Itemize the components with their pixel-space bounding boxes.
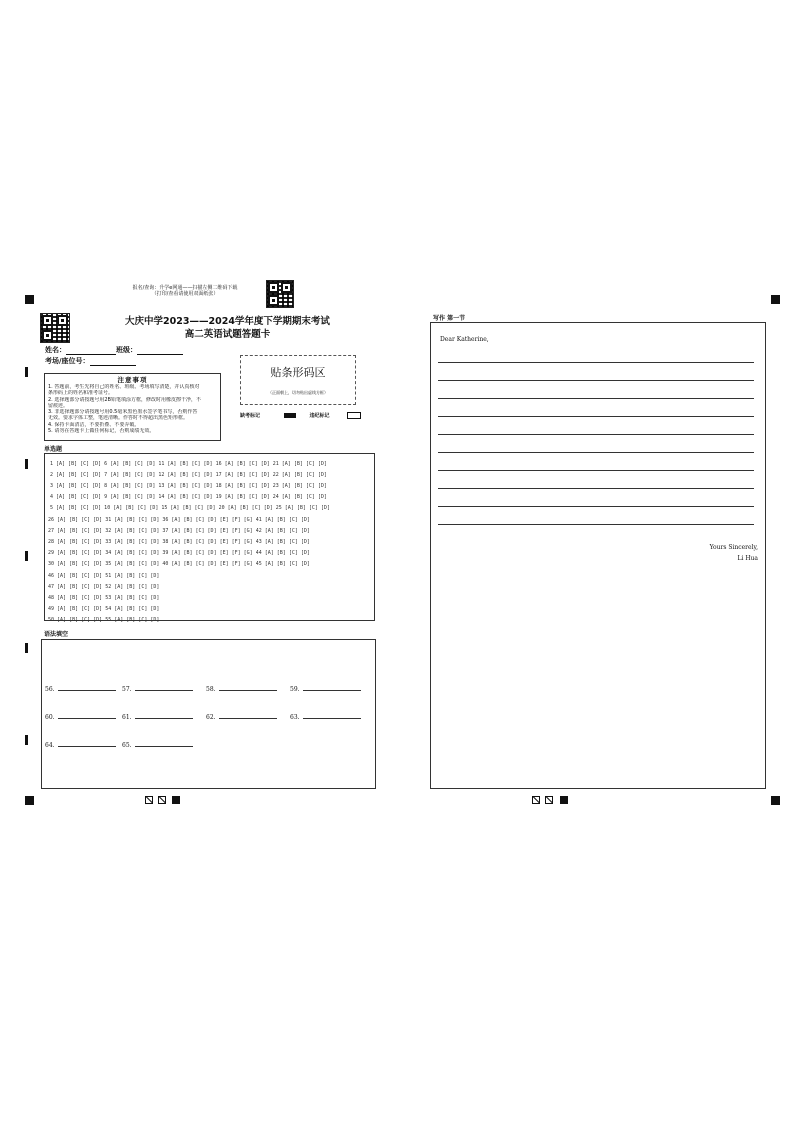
- writing-line[interactable]: [438, 416, 754, 417]
- name-field[interactable]: [66, 347, 116, 355]
- name-label: 姓名：: [45, 346, 66, 354]
- timing-mark: [25, 643, 28, 653]
- writing-closing: Yours Sincerely,: [709, 544, 758, 551]
- mcq-row[interactable]: 29 [A] [B] [C] [D] 34 [A] [B] [C] [D] 39 [A] [B] [C] [D] [E] [F] [G] 44 [A] [B] [C] [D]: [48, 550, 310, 556]
- notice-title: 注意事项: [117, 376, 148, 384]
- violation-checkbox[interactable]: [347, 412, 361, 419]
- barcode-hint: （正面朝上，切勿贴出虚线方框）: [268, 390, 328, 395]
- absent-checkbox[interactable]: [284, 413, 296, 418]
- mcq-row[interactable]: 30 [A] [B] [C] [D] 35 [A] [B] [C] [D] 40 [A] [B] [C] [D] [E] [F] [G] 45 [A] [B] [C] [D]: [48, 561, 310, 567]
- page-marker-slash-icon: [158, 796, 166, 804]
- fill-item-62[interactable]: 62.: [206, 712, 277, 721]
- mcq-row[interactable]: 46 [A] [B] [C] [D] 51 [A] [B] [C] [D]: [48, 573, 160, 579]
- timing-mark: [25, 735, 28, 745]
- page-marker-solid-icon: [560, 796, 568, 804]
- seat-info-row: [45, 356, 136, 366]
- mcq-row[interactable]: 48 [A] [B] [C] [D] 53 [A] [B] [C] [D]: [48, 595, 160, 601]
- seat-label: 考场/座位号：: [45, 357, 90, 365]
- header-info-line2: （打印/查看请使用双面纸张）: [151, 291, 219, 297]
- corner-mark: [771, 295, 780, 304]
- mcq-row[interactable]: 3 [A] [B] [C] [D] 8 [A] [B] [C] [D] 13 [A] [B] [C] [D] 18 [A] [B] [C] [D] 23 [A] [B] [C] [D]: [50, 483, 327, 489]
- mcq-row[interactable]: 5 [A] [B] [C] [D] 10 [A] [B] [C] [D] 15 [A] [B] [C] [D] 20 [A] [B] [C] [D] 25 [A] [B] [C] [D]: [50, 505, 330, 511]
- corner-mark: [771, 796, 780, 805]
- writing-line[interactable]: [438, 398, 754, 399]
- fill-item-58[interactable]: 58.: [206, 684, 277, 693]
- fill-item-65[interactable]: 65.: [122, 740, 193, 749]
- school-title: 大庆中学2023——2024学年度下学期期末考试: [125, 316, 330, 327]
- writing-line[interactable]: [438, 506, 754, 507]
- fill-item-63[interactable]: 63.: [290, 712, 361, 721]
- absent-label: 缺考标记: [240, 413, 261, 419]
- header-info: [110, 285, 260, 297]
- mcq-section-title: 单选题: [44, 446, 63, 453]
- fill-item-61[interactable]: 61.: [122, 712, 193, 721]
- page-marker-slash-icon: [545, 796, 553, 804]
- notice-line: 3. 非选择题部分请按题号用0.5毫米黑色墨水签字笔书写，否则作答: [48, 409, 198, 416]
- writing-line[interactable]: [438, 362, 754, 363]
- writing-line[interactable]: [438, 470, 754, 471]
- page-marker-solid-icon: [172, 796, 180, 804]
- notice-line: 5. 请勿在答题卡上做任何标记，否则成绩无效。: [48, 428, 155, 435]
- mcq-row[interactable]: 49 [A] [B] [C] [D] 54 [A] [B] [C] [D]: [48, 606, 160, 612]
- notice-line: 留痕迹。: [48, 402, 69, 409]
- seat-field[interactable]: [90, 358, 136, 366]
- notice-line: 2. 选择题部分请按题号用2B铅笔填涂方框，修改时用橡皮擦干净，不: [48, 396, 201, 403]
- mcq-row[interactable]: 47 [A] [B] [C] [D] 52 [A] [B] [C] [D]: [48, 584, 160, 590]
- fill-item-56[interactable]: 56.: [45, 684, 116, 693]
- mcq-row[interactable]: 50 [A] [B] [C] [D] 55 [A] [B] [C] [D]: [48, 617, 160, 623]
- qr-code-icon: [40, 313, 70, 343]
- writing-section-title: 写作 第一节: [433, 315, 466, 322]
- corner-mark: [25, 796, 34, 805]
- notice-line: 1. 答题前，考生先将自己的姓名、班级、考场填写清楚，并认真核对: [48, 384, 200, 390]
- mcq-row[interactable]: 1 [A] [B] [C] [D] 6 [A] [B] [C] [D] 11 [A] [B] [C] [D] 16 [A] [B] [C] [D] 21 [A] [B] [C] [D]: [50, 461, 327, 467]
- notice-box: [44, 373, 221, 441]
- mcq-row[interactable]: 4 [A] [B] [C] [D] 9 [A] [B] [C] [D] 14 [A] [B] [C] [D] 19 [A] [B] [C] [D] 24 [A] [B] [C] [D]: [50, 494, 327, 500]
- corner-mark: [25, 295, 34, 304]
- writing-line[interactable]: [438, 434, 754, 435]
- writing-line[interactable]: [438, 488, 754, 489]
- page-marker-slash-icon: [532, 796, 540, 804]
- class-label: 班级：: [116, 346, 137, 354]
- writing-line[interactable]: [438, 524, 754, 525]
- timing-mark: [25, 459, 28, 469]
- page-marker-slash-icon: [145, 796, 153, 804]
- header-info-line1: 报名/查询：升学e网通——扫描左侧二维码下载: [132, 285, 238, 291]
- barcode-label: 贴条形码区: [270, 366, 326, 379]
- mcq-row[interactable]: 28 [A] [B] [C] [D] 33 [A] [B] [C] [D] 38 [A] [B] [C] [D] [E] [F] [G] 43 [A] [B] [C] [D]: [48, 539, 310, 545]
- writing-line[interactable]: [438, 380, 754, 381]
- notice-line: 无效。要求字体工整，笔迹清晰。作答时不得超出黑色矩形框。: [48, 415, 189, 422]
- class-field[interactable]: [137, 347, 183, 355]
- fill-item-59[interactable]: 59.: [290, 684, 361, 693]
- absent-mark-row: [240, 412, 361, 419]
- fill-section-title: 语法填空: [44, 631, 69, 638]
- fill-item-57[interactable]: 57.: [122, 684, 193, 693]
- notice-line: 4. 保持卡面清洁，不要折叠、不要弄破。: [48, 421, 140, 428]
- fill-item-64[interactable]: 64.: [45, 740, 116, 749]
- writing-line[interactable]: [438, 452, 754, 453]
- writing-signature: Li Hua: [737, 555, 758, 562]
- mcq-row[interactable]: 26 [A] [B] [C] [D] 31 [A] [B] [C] [D] 36 [A] [B] [C] [D] [E] [F] [G] 41 [A] [B] [C] [D]: [48, 517, 310, 523]
- timing-mark: [25, 551, 28, 561]
- timing-mark: [25, 367, 28, 377]
- mcq-row[interactable]: 27 [A] [B] [C] [D] 32 [A] [B] [C] [D] 37 [A] [B] [C] [D] [E] [F] [G] 42 [A] [B] [C] [D]: [48, 528, 310, 534]
- mcq-row[interactable]: 2 [A] [B] [C] [D] 7 [A] [B] [C] [D] 12 [A] [B] [C] [D] 17 [A] [B] [C] [D] 22 [A] [B] [C] [D]: [50, 472, 327, 478]
- writing-salutation: Dear Katherine,: [440, 336, 489, 343]
- barcode-area: [240, 355, 356, 405]
- card-title: 高二英语试题答题卡: [184, 329, 271, 340]
- violation-label: 违纪标记: [309, 413, 330, 419]
- candidate-info-row: [45, 345, 183, 355]
- fill-item-60[interactable]: 60.: [45, 712, 116, 721]
- notice-line: 条形码上的姓名和准考证号。: [48, 390, 114, 397]
- qr-code-icon: [266, 280, 294, 308]
